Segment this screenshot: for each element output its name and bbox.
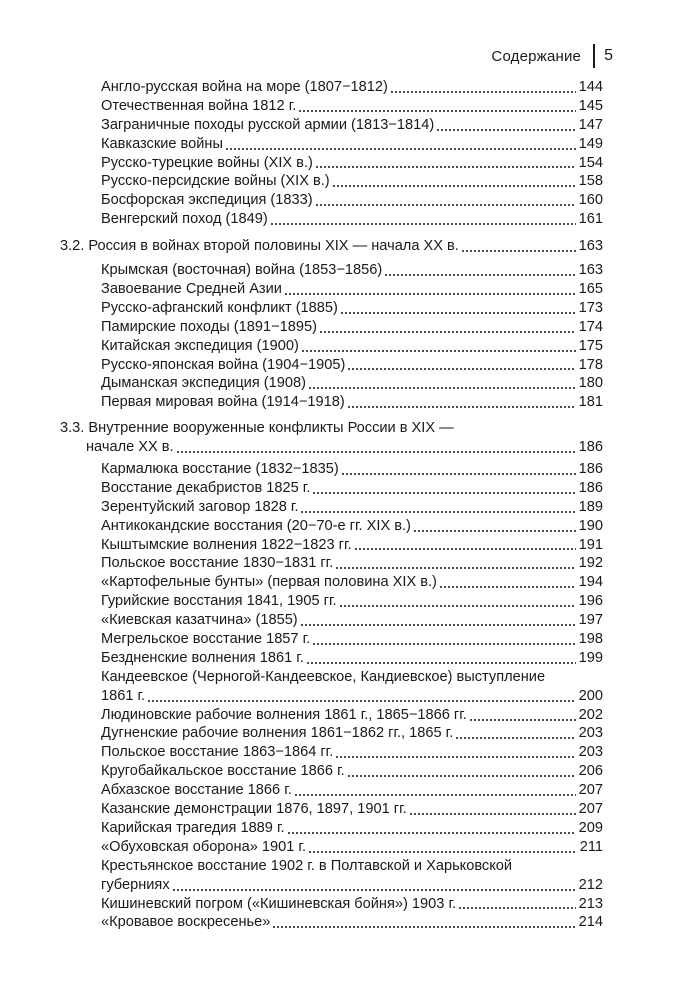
toc-entry[interactable]: [0, 819, 675, 838]
toc-entry-title: Польское восстание 1830−1831 гг.: [101, 555, 334, 572]
toc-entry-title: Русско-персидские войны (XIX в.): [101, 173, 330, 190]
toc-entry-page: 200: [578, 687, 603, 704]
toc-entry-title: Русско-афганский конфликт (1885): [101, 299, 338, 316]
toc-entry-page: 186: [578, 479, 603, 496]
toc-entry-page: 178: [578, 356, 603, 373]
dot-leader: [339, 593, 576, 608]
dot-leader: [312, 631, 575, 646]
toc-entry-page: 189: [578, 498, 603, 515]
toc-entry[interactable]: [0, 573, 675, 592]
toc-section-page: 186: [578, 439, 603, 456]
toc-entry-page: 213: [578, 895, 603, 912]
toc-entry[interactable]: [0, 460, 675, 479]
toc-entry-title: Первая мировая война (1914−1918): [101, 394, 345, 411]
toc-entry-page: 163: [578, 262, 603, 279]
toc-entry-title: Людиновские рабочие волнения 1861 г., 1865−1866 гг.: [101, 706, 467, 723]
dot-leader: [341, 461, 576, 476]
dot-leader: [315, 154, 576, 169]
toc-entry-kandeevka[interactable]: [0, 668, 675, 687]
dot-leader: [287, 820, 576, 835]
dot-leader: [347, 763, 576, 778]
toc-entry[interactable]: [0, 172, 675, 191]
toc-entry-title: Казанские демонстрации 1876, 1897, 1901 гг.: [101, 801, 407, 818]
toc-section-title: 3.2. Россия в войнах второй половины XIX — начала XX в.: [60, 238, 459, 255]
dot-leader: [298, 98, 575, 113]
toc-entry[interactable]: [0, 762, 675, 781]
toc-entry-title: Бездненские волнения 1861 г.: [101, 649, 304, 666]
toc-entry[interactable]: [0, 210, 675, 229]
dot-leader: [335, 744, 575, 759]
page-number: 5: [604, 47, 613, 64]
toc-entry[interactable]: [0, 280, 675, 299]
dot-leader: [458, 895, 576, 910]
toc-entry-title: Заграничные походы русской армии (1813−1814): [101, 116, 435, 133]
toc-entry-title-line2: губерниях: [101, 876, 170, 893]
dot-leader: [347, 394, 576, 409]
toc-entry[interactable]: [0, 743, 675, 762]
toc-entry-page: 211: [579, 838, 603, 855]
toc-entry[interactable]: [0, 318, 675, 337]
toc-entry-title: Отечественная война 1812 г.: [101, 97, 297, 114]
toc-section-3-3[interactable]: [0, 419, 675, 438]
dot-leader: [300, 612, 576, 627]
toc-entry-page: 199: [578, 649, 603, 666]
toc-entry-page: 194: [578, 574, 603, 591]
toc-entry[interactable]: [0, 337, 675, 356]
dot-leader: [308, 375, 576, 390]
toc-entry[interactable]: [0, 393, 675, 412]
toc-entry-page: 180: [578, 375, 603, 392]
toc-entry-title-line2: 1861 г.: [101, 687, 146, 704]
dot-leader: [347, 356, 575, 371]
toc-entry-title: Дугненские рабочие волнения 1861−1862 гг., 1865 г.: [101, 725, 454, 742]
toc-section-page: 163: [578, 238, 603, 255]
toc-entry[interactable]: [0, 97, 675, 116]
toc-entry-title: Кишиневский погром («Кишиневская бойня») 1903 г.: [101, 895, 457, 912]
toc-section-3-3-cont[interactable]: [0, 438, 675, 457]
toc-entry-title: «Киевская казатчина» (1855): [101, 612, 298, 629]
toc-entry-title: Босфорская экспедиция (1833): [101, 192, 313, 209]
toc-entry[interactable]: [0, 630, 675, 649]
toc-entry-page: 147: [578, 116, 603, 133]
dot-leader: [409, 801, 576, 816]
toc-entry-title: Крымская (восточная) война (1853−1856): [101, 262, 383, 279]
toc-entry-page: 203: [578, 744, 603, 761]
toc-entry-page: 206: [578, 763, 603, 780]
toc-entry-title: «Обуховская оборона» 1901 г.: [101, 838, 307, 855]
toc-entry[interactable]: [0, 649, 675, 668]
dot-leader: [436, 117, 575, 132]
toc-entry-page: 145: [578, 97, 603, 114]
toc-entry-page: 160: [578, 192, 603, 209]
toc-entry-title: Дыманская экспедиция (1908): [101, 375, 306, 392]
dot-leader: [384, 262, 575, 277]
toc-entry-title: Китайская экспедиция (1900): [101, 337, 299, 354]
toc-entry-page: 198: [578, 631, 603, 648]
toc-entry[interactable]: [0, 299, 675, 318]
toc-entry-page: 214: [578, 914, 603, 931]
toc-entry-title: Англо-русская война на море (1807−1812): [101, 78, 388, 95]
dot-leader: [461, 238, 576, 253]
toc-entry[interactable]: [0, 611, 675, 630]
dot-leader: [439, 574, 576, 589]
toc-entry-title: Венгерский поход (1849): [101, 211, 268, 228]
running-header: [491, 44, 613, 68]
toc-entry[interactable]: [0, 554, 675, 573]
toc-entry-page: 196: [578, 593, 603, 610]
toc-entry[interactable]: [0, 895, 675, 914]
toc-entry-krestyanskoe[interactable]: [0, 857, 675, 876]
toc-section-title-line2: начале XX в.: [86, 439, 174, 456]
toc-entry-title: Кыштымские волнения 1822−1823 гг.: [101, 536, 352, 553]
toc-entry-page: 212: [578, 876, 603, 893]
dot-leader: [147, 688, 576, 703]
toc-entry-title: «Картофельные бунты» (первая половина XIX в.): [101, 574, 437, 591]
toc-entry-page: 165: [578, 281, 603, 297]
toc-entry-title: Кармалюка восстание (1832−1835): [101, 461, 339, 478]
toc-section-3-2[interactable]: [0, 236, 675, 256]
dot-leader: [455, 725, 575, 740]
toc-entry[interactable]: [0, 498, 675, 517]
running-header-title: Содержание: [491, 47, 582, 65]
toc-entry[interactable]: [0, 356, 675, 375]
toc-entry-page: 186: [578, 461, 603, 478]
dot-leader: [284, 281, 576, 296]
toc-entry-title: Абхазское восстание 1866 г.: [101, 782, 292, 799]
toc-entry[interactable]: [0, 261, 675, 280]
toc-entry-page: 154: [578, 154, 603, 171]
dot-leader: [308, 839, 576, 854]
toc-entry-page: 161: [578, 211, 603, 228]
toc-entry-title: Кавказские войны: [101, 135, 223, 152]
toc-entry-title: Кругобайкальское восстание 1866 г.: [101, 763, 345, 780]
dot-leader: [294, 782, 576, 797]
toc-entry[interactable]: [0, 536, 675, 555]
toc-entry[interactable]: [0, 706, 675, 725]
toc-entry-page: 207: [578, 801, 603, 818]
dot-leader: [176, 439, 576, 454]
toc-entry-krestyanskoe-cont[interactable]: [0, 876, 675, 895]
dot-leader: [312, 480, 575, 495]
toc-entry[interactable]: [0, 191, 675, 210]
dot-leader: [335, 555, 575, 570]
toc-entry-title: Мегрельское восстание 1857 г.: [101, 631, 311, 648]
toc-entry-page: 197: [578, 612, 603, 629]
dot-leader: [390, 79, 576, 94]
toc-entry-title: Гурийские восстания 1841, 1905 гг.: [101, 593, 337, 610]
dot-leader: [413, 518, 576, 533]
toc-entry-page: 181: [578, 394, 603, 411]
toc-entry[interactable]: [0, 154, 675, 173]
toc-entry-title: Русско-японская война (1904−1905): [101, 356, 346, 373]
toc-entry-title: Зерентуйский заговор 1828 г.: [101, 498, 299, 515]
toc-entry-title: «Кровавое воскресенье»: [101, 914, 271, 931]
dot-leader: [354, 536, 576, 551]
toc-entry-page: 144: [578, 78, 603, 95]
toc-entry-title: Памирские походы (1891−1895): [101, 318, 317, 335]
dot-leader: [300, 499, 575, 514]
toc-entry-page: 149: [578, 135, 603, 152]
dot-leader: [319, 319, 576, 334]
toc-entry-title: Польское восстание 1863−1864 гг.: [101, 744, 334, 761]
header-separator: [593, 44, 595, 68]
dot-leader: [306, 650, 576, 665]
toc-entry-title: Завоевание Средней Азии: [101, 281, 282, 297]
toc-entry[interactable]: [0, 781, 675, 800]
toc-entry[interactable]: [0, 800, 675, 819]
dot-leader: [270, 211, 576, 226]
toc-entry-kandeevka-cont[interactable]: [0, 687, 675, 706]
toc-entry-title-line1: Крестьянское восстание 1902 г. в Полтавской и Харьковской: [101, 857, 513, 874]
dot-leader: [340, 300, 576, 315]
toc-entry-page: 173: [578, 299, 603, 316]
toc-entry[interactable]: [0, 374, 675, 393]
toc-entry-title: Карийская трагедия 1889 г.: [101, 819, 285, 836]
toc-entry[interactable]: [0, 78, 675, 97]
dot-leader: [272, 914, 575, 929]
dot-leader: [315, 192, 576, 207]
toc-entry[interactable]: [0, 135, 675, 154]
toc-entry-page: 175: [578, 337, 603, 354]
toc-section-title-line1: 3.3. Внутренние вооруженные конфликты России в XIX —: [60, 420, 454, 437]
toc-entry-page: 203: [578, 725, 603, 742]
toc-entry-title: Русско-турецкие войны (XIX в.): [101, 154, 313, 171]
toc-entry-page: 190: [578, 517, 603, 534]
toc-entry-page: 191: [578, 536, 603, 553]
dot-leader: [172, 877, 576, 892]
toc-entry[interactable]: [0, 592, 675, 611]
toc-entry[interactable]: [0, 479, 675, 498]
toc-entry[interactable]: [0, 517, 675, 536]
dot-leader: [301, 338, 576, 353]
toc-entry-page: 158: [578, 173, 603, 190]
dot-leader: [332, 173, 576, 188]
dot-leader: [225, 136, 576, 151]
dot-leader: [469, 707, 576, 722]
table-of-contents: [0, 78, 675, 932]
toc-entry-page: 202: [578, 706, 603, 723]
toc-entry-title: Антикокандские восстания (20−70-е гг. XIX в.): [101, 517, 411, 534]
toc-entry-page: 207: [578, 782, 603, 799]
toc-entry-title: Восстание декабристов 1825 г.: [101, 479, 311, 496]
toc-entry[interactable]: [0, 725, 675, 744]
toc-entry[interactable]: [0, 838, 675, 857]
toc-entry-page: 174: [578, 318, 603, 335]
toc-entry[interactable]: [0, 116, 675, 135]
toc-entry-title-line1: Кандеевское (Черногой-Кандеевское, Кандиевское) выступление: [101, 668, 546, 685]
toc-entry-page: 192: [578, 555, 603, 572]
toc-entry-page: 209: [578, 819, 603, 836]
toc-entry[interactable]: [0, 913, 675, 932]
